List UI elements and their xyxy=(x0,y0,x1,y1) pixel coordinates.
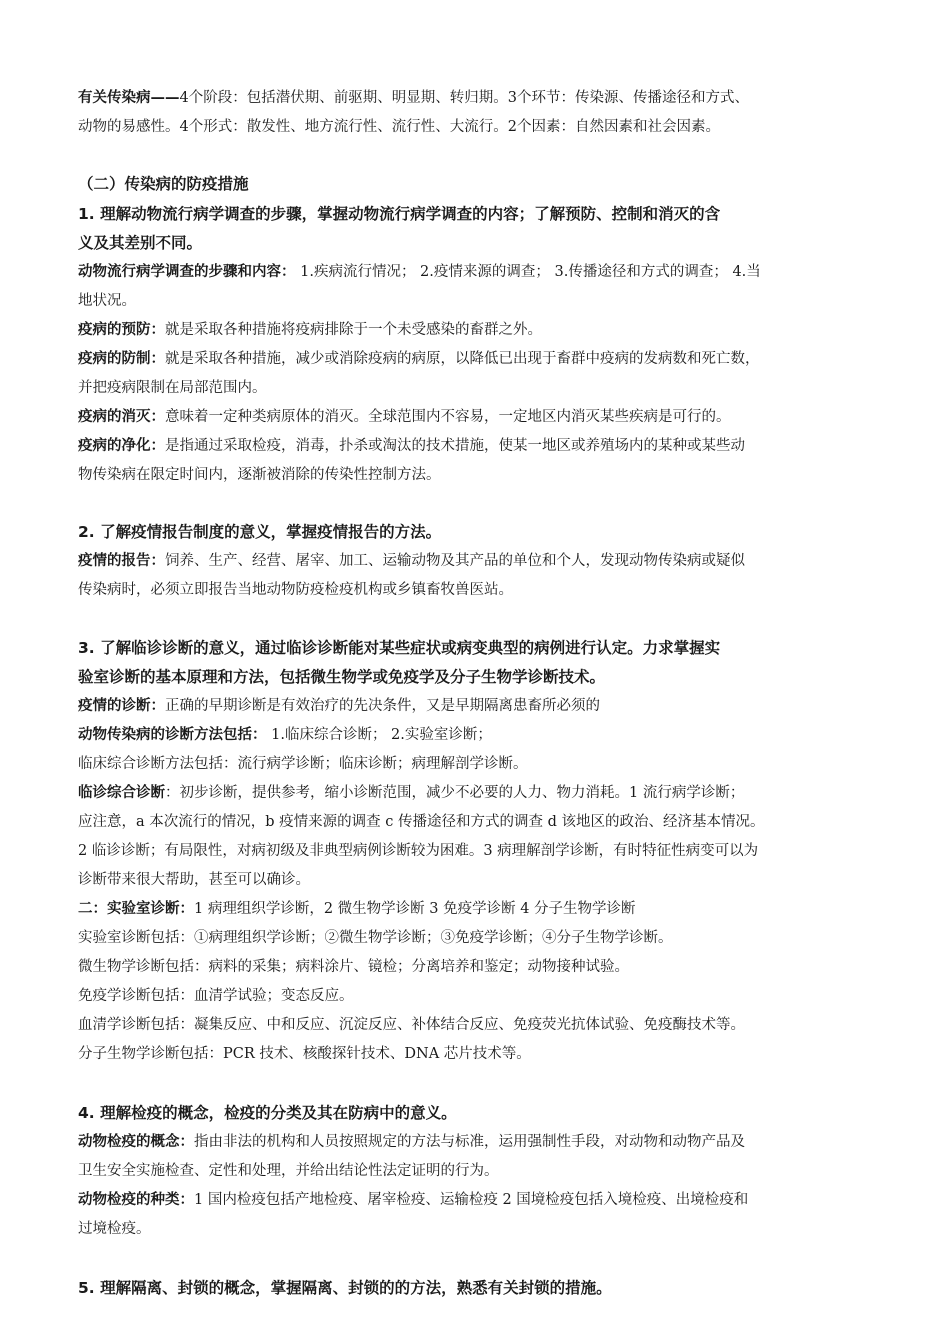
q3-methods-text: 1.临床综合诊断； 2.实验室诊断； xyxy=(266,727,492,743)
q1-prevent-text: 就是采取各种措施将疫病排除于一个未受感染的畜群之外。 xyxy=(165,322,542,338)
q3-heading-line-2: 验室诊断的基本原理和方法，包括微生物学或免疫学及分子生物学诊断技术。 xyxy=(78,668,606,686)
q2-report-text: 饲养、生产、经营、屠宰、加工、运输动物及其产品的单位和个人，发现动物传染病或疑似 xyxy=(165,553,745,569)
q3-diag-text: 正确的早期诊断是有效治疗的先决条件，又是早期隔离患畜所必须的 xyxy=(165,698,600,714)
q1-steps xyxy=(78,262,761,282)
q3-clin-cont-1: 应注意，a 本次流行的情况，b 疫情来源的调查 c 传播途径和方式的调查 d 该地区的政治、经济基本情况。 xyxy=(78,814,765,830)
q3-clin xyxy=(78,783,744,803)
q1-steps-label: 动物流行病学调查的步骤和内容： xyxy=(78,264,296,280)
q1-steps-text: 1.疾病流行情况； 2.疫情来源的调查； 3.传播途径和方式的调查； 4.当 xyxy=(295,264,761,280)
q3-clin-cont-3: 诊断带来很大帮助，甚至可以确诊。 xyxy=(78,872,310,888)
q2-heading: 2. 了解疫情报告制度的意义，掌握疫情报告的方法。 xyxy=(78,523,442,541)
q1-purify-cont: 物传染病在限定时间内，逐渐被消除的传染性控制方法。 xyxy=(78,467,441,483)
q1-purify-label: 疫病的净化： xyxy=(78,438,165,454)
q1-control-cont: 并把疫病限制在局部范围内。 xyxy=(78,380,267,396)
q3-clin-label: 临诊综合诊断 xyxy=(78,785,165,801)
intro-line-1 xyxy=(78,88,749,108)
q1-prevent-label: 疫病的预防： xyxy=(78,322,165,338)
q4-concept-text: 指由非法的机构和人员按照规定的方法与标准，运用强制性手段，对动物和动物产品及 xyxy=(194,1134,745,1150)
q1-purify xyxy=(78,436,745,456)
q4-types xyxy=(78,1190,748,1210)
q3-lab xyxy=(78,899,636,919)
q3-lab-text: 1 病理组织学诊断，2 微生物学诊断 3 免疫学诊断 4 分子生物学诊断 xyxy=(194,901,636,917)
q1-purify-text: 是指通过采取检疫，消毒，扑杀或淘汰的技术措施，使某一地区或养殖场内的某种或某些动 xyxy=(165,438,745,454)
q3-lab-items: 实验室诊断包括：①病理组织学诊断；②微生物学诊断；③免疫学诊断；④分子生物学诊断。 xyxy=(78,930,673,946)
q5-heading: 5. 理解隔离、封锁的概念，掌握隔离、封锁的的方法，熟悉有关封锁的措施。 xyxy=(78,1279,612,1297)
q3-lab-label: 二：实验室诊断： xyxy=(78,901,194,917)
q1-heading-line-2: 义及其差别不同。 xyxy=(78,234,203,252)
q4-concept xyxy=(78,1132,745,1152)
q4-types-label: 动物检疫的种类： xyxy=(78,1192,194,1208)
q1-heading-line-1: 1. 理解动物流行病学调查的步骤，掌握动物流行病学调查的内容；了解预防、控制和消灭的含 xyxy=(78,205,721,223)
intro-line-2: 动物的易感性。4个形式：散发性、地方流行性、流行性、大流行。2个因素：自然因素和社会因素。 xyxy=(78,119,720,135)
q4-concept-label: 动物检疫的概念： xyxy=(78,1134,194,1150)
q1-eliminate-text: 意味着一定种类病原体的消灭。全球范围内不容易，一定地区内消灭某些疾病是可行的。 xyxy=(165,409,731,425)
q3-diag-label: 疫情的诊断： xyxy=(78,698,165,714)
q1-control-label: 疫病的防制： xyxy=(78,351,165,367)
q4-heading: 4. 理解检疫的概念，检疫的分类及其在防病中的意义。 xyxy=(78,1104,457,1122)
q1-eliminate-label: 疫病的消灭： xyxy=(78,409,165,425)
q3-methods xyxy=(78,725,492,745)
q3-methods-label: 动物传染病的诊断方法包括： xyxy=(78,727,267,743)
q1-eliminate xyxy=(78,407,731,427)
q4-types-cont: 过境检疫。 xyxy=(78,1221,151,1237)
q3-molecular: 分子生物学诊断包括：PCR 技术、核酸探针技术、DNA 芯片技术等。 xyxy=(78,1046,531,1062)
section-title: （二）传染病的防疫措施 xyxy=(78,175,249,193)
q4-concept-cont: 卫生安全实施检查、定性和处理，并给出结论性法定证明的行为。 xyxy=(78,1163,499,1179)
intro-label: 有关传染病—— xyxy=(78,90,180,106)
intro-text-1: 4个阶段：包括潜伏期、前驱期、明显期、转归期。3个环节：传染源、传播途径和方式、 xyxy=(179,90,749,106)
q2-report-cont: 传染病时，必须立即报告当地动物防疫检疫机构或乡镇畜牧兽医站。 xyxy=(78,582,513,598)
q3-clin-cont-2: 2 临诊诊断；有局限性，对病初级及非典型病例诊断较为困难。3 病理解剖学诊断，有时特征性病变可以为 xyxy=(78,843,759,859)
q3-clinical-methods: 临床综合诊断方法包括：流行病学诊断；临床诊断；病理解剖学诊断。 xyxy=(78,756,528,772)
q2-report xyxy=(78,551,745,571)
q3-heading-line-1: 3. 了解临诊诊断的意义，通过临诊诊断能对某些症状或病变典型的病例进行认定。力求掌握实 xyxy=(78,639,721,657)
q3-immuno: 免疫学诊断包括：血清学试验；变态反应。 xyxy=(78,988,354,1004)
q4-types-text: 1 国内检疫包括产地检疫、屠宰检疫、运输检疫 2 国境检疫包括入境检疫、出境检疫和 xyxy=(194,1192,749,1208)
q3-micro: 微生物学诊断包括：病料的采集；病料涂片、镜检；分离培养和鉴定；动物接种试验。 xyxy=(78,959,629,975)
q3-clin-text: ：初步诊断，提供参考，缩小诊断范围，减少不必要的人力、物力消耗。1 流行病学诊断； xyxy=(165,785,745,801)
q1-prevent xyxy=(78,320,542,340)
q1-steps-cont: 地状况。 xyxy=(78,293,136,309)
q2-report-label: 疫情的报告： xyxy=(78,553,165,569)
q1-control-text: 就是采取各种措施，减少或消除疫病的病原，以降低已出现于畜群中疫病的发病数和死亡数， xyxy=(165,351,760,367)
q3-serum: 血清学诊断包括：凝集反应、中和反应、沉淀反应、补体结合反应、免疫荧光抗体试验、免疫酶技术等。 xyxy=(78,1017,745,1033)
q3-diag xyxy=(78,696,600,716)
q1-control xyxy=(78,349,760,369)
